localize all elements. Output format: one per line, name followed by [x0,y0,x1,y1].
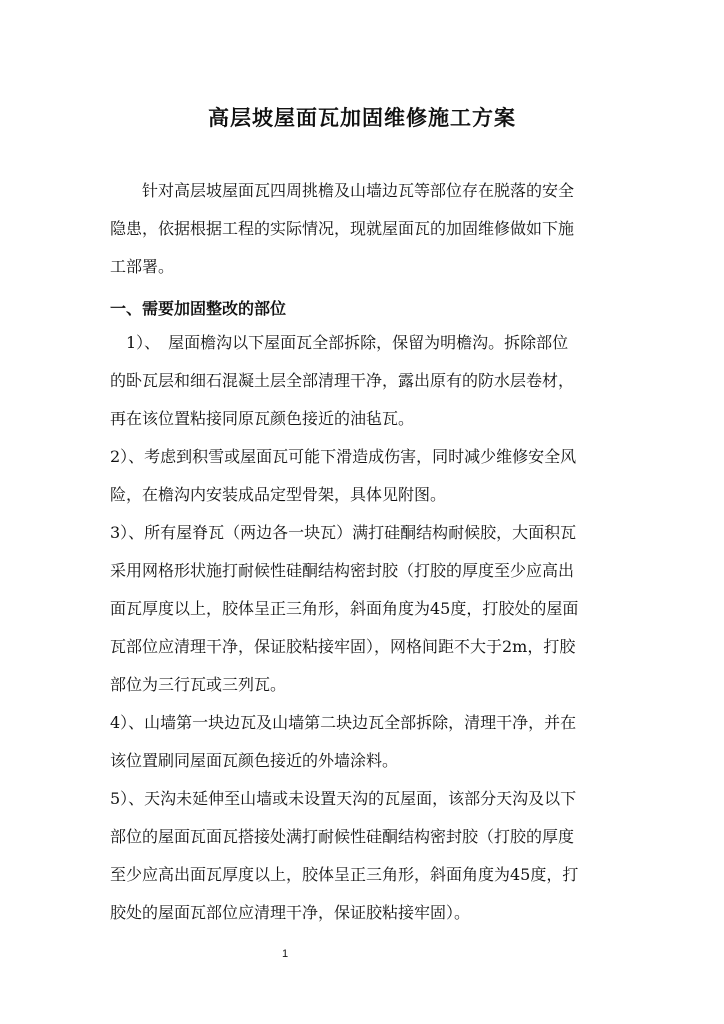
item-2-paragraph [110,438,615,514]
text-line: 针对高层坡屋面瓦四周挑檐及山墙边瓦等部位存在脱落的安全 [110,181,575,200]
text-line: 险，在檐沟内安装成品定型骨架，具体见附图。 [110,485,447,504]
text-line: 胶处的屋面瓦部位应清理干净，保证胶粘接牢固）。 [110,903,471,922]
text-line: 部位为三行瓦或三列瓦。 [110,675,287,694]
document-title: 高层坡屋面瓦加固维修施工方案 [208,106,516,130]
item-5-paragraph [110,780,615,932]
text-line: 工部署。 [110,257,175,276]
section-heading: 一、需要加固整改的部位 [110,299,287,318]
text-line: 部位的屋面瓦面瓦搭接处满打耐候性硅酮结构密封胶（打胶的厚度 [110,827,575,846]
text-line: 瓦部位应清理干净，保证胶粘接牢固），网格间距不大于2m，打胶 [110,637,576,656]
text-line: 该位置刷同屋面瓦颜色接近的外墙涂料。 [110,751,399,770]
text-line: 隐患，依据根据工程的实际情况，现就屋面瓦的加固维修做如下施 [110,219,575,238]
item-4-paragraph [110,704,615,780]
item-3-paragraph [110,514,615,704]
page-number: 1 [281,948,289,960]
text-line: 再在该位置粘接同原瓦颜色接近的油毡瓦。 [110,409,415,428]
text-line: 1）、 屋面檐沟以下屋面瓦全部拆除，保留为明檐沟。拆除部位 [110,333,569,352]
text-line: 面瓦厚度以上，胶体呈正三角形，斜面角度为45度，打胶处的屋面 [110,599,579,618]
text-line: 5）、天沟未延伸至山墙或未设置天沟的瓦屋面，该部分天沟及以下 [110,789,577,808]
text-line: 4）、山墙第一块边瓦及山墙第二块边瓦全部拆除，清理干净，并在 [110,713,577,732]
item-1-paragraph [110,324,615,438]
intro-paragraph [110,172,615,286]
text-line: 3）、所有屋脊瓦（两边各一块瓦）满打硅酮结构耐候胶，大面积瓦 [110,523,577,542]
text-line: 的卧瓦层和细石混凝土层全部清理干净，露出原有的防水层卷材， [110,371,575,390]
text-line: 至少应高出面瓦厚度以上，胶体呈正三角形，斜面角度为45度，打 [110,865,579,884]
text-line: 采用网格形状施打耐候性硅酮结构密封胶（打胶的厚度至少应高出 [110,561,575,580]
text-line: 2）、考虑到积雪或屋面瓦可能下滑造成伤害，同时减少维修安全风 [110,447,577,466]
